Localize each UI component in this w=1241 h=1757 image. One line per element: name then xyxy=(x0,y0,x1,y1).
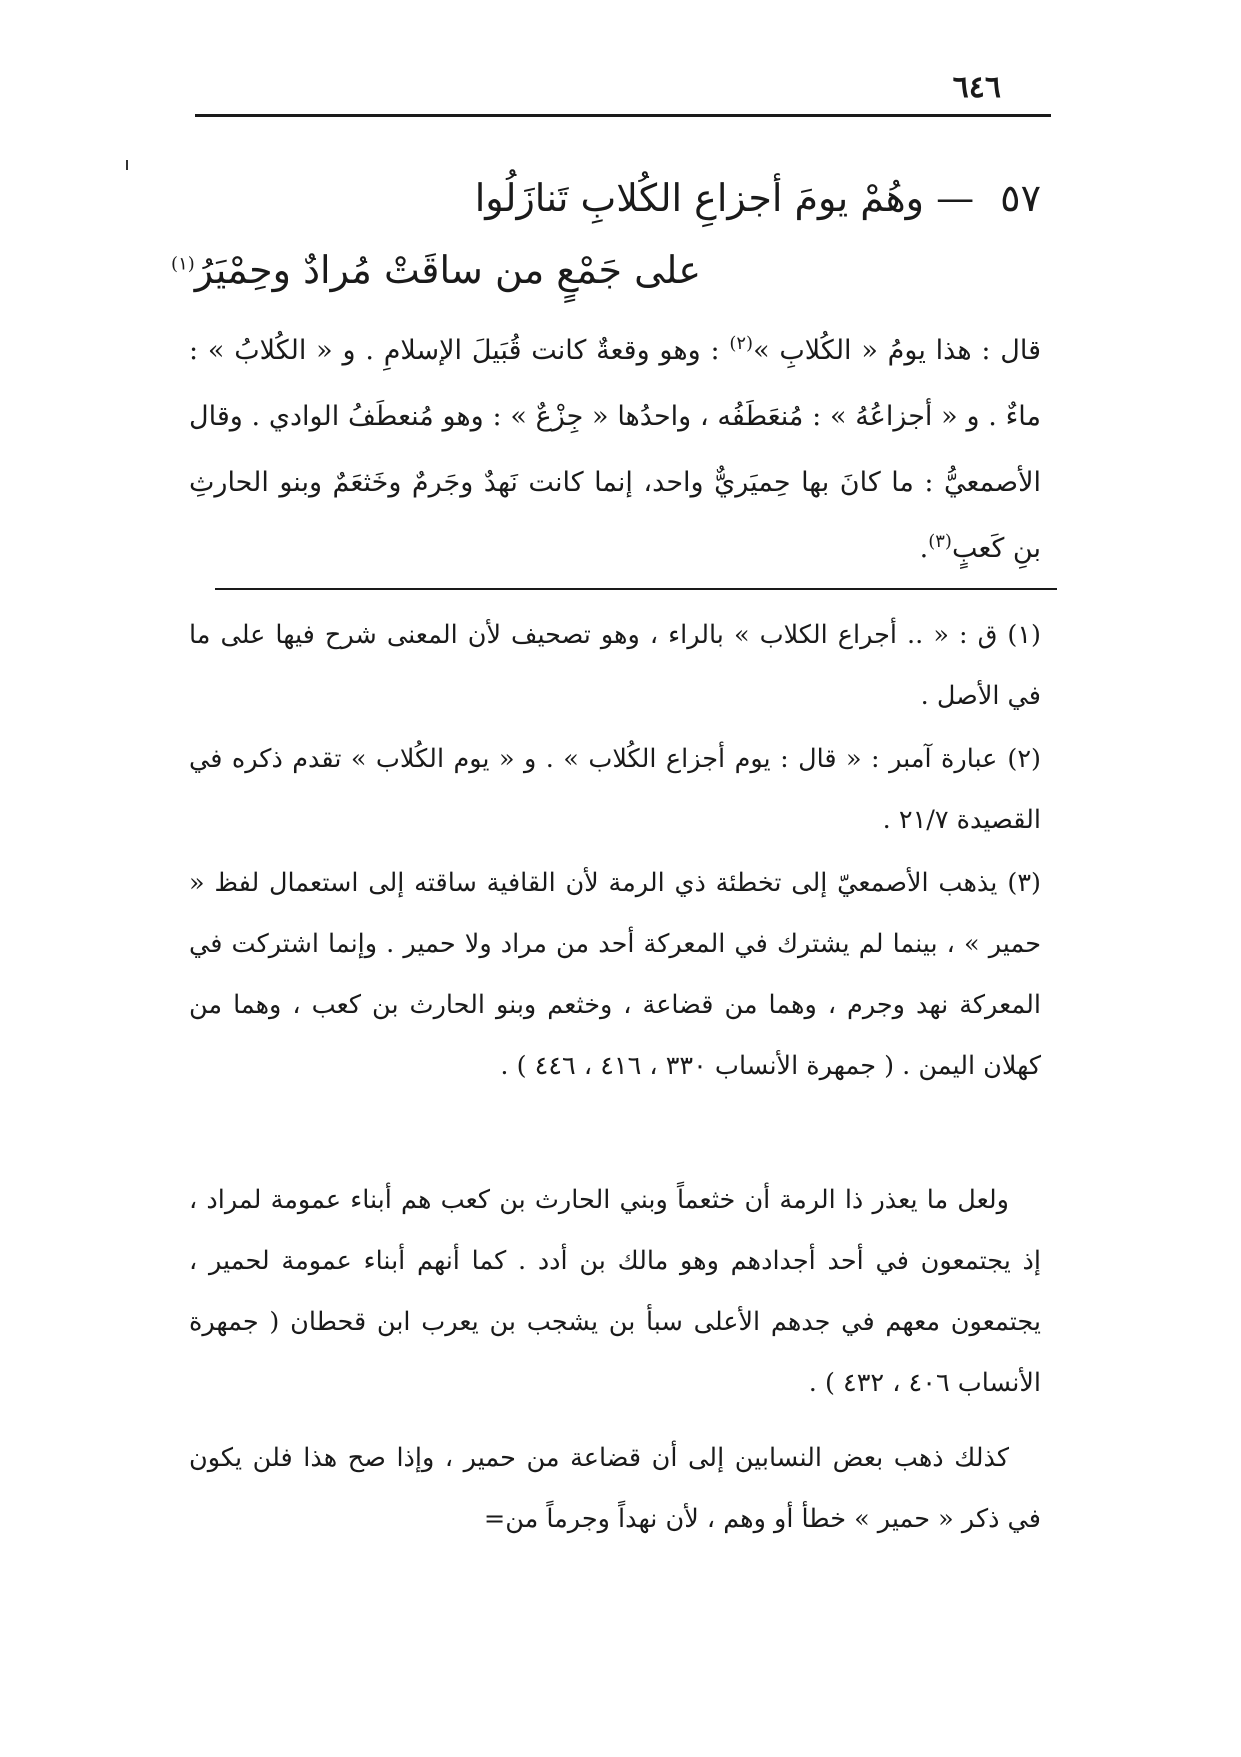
verse-line-2 xyxy=(171,240,701,300)
verse-number: ٥٧ xyxy=(1000,176,1041,220)
commentary-text-3: . xyxy=(919,533,929,564)
footnote-number: (١) xyxy=(1007,620,1041,650)
footnote-ref-1: (١) xyxy=(171,253,195,275)
footnote-text: ق : « .. أجراع الكلاب » بالراء ، وهو تصحيف لأن المعنى شرح فيها على ما في الأصل . xyxy=(189,620,1041,711)
verse-line-1 xyxy=(191,168,1041,228)
footnote-number: (٣) xyxy=(1007,868,1041,898)
commentary-text-1: قال : هذا يومُ « الكُلابِ » xyxy=(753,335,1041,366)
verse-dash: — xyxy=(936,176,975,220)
footnote-3 xyxy=(189,853,1041,1097)
margin-mark xyxy=(126,160,128,170)
editor-notes xyxy=(189,1170,1041,1564)
footnote-ref-2: (٢) xyxy=(729,333,754,354)
header-rule xyxy=(195,114,1051,117)
commentary-paragraph xyxy=(189,318,1041,582)
footnote-separator xyxy=(215,588,1057,590)
verse-hemistich-1: وهُمْ يومَ أجزاعِ الكُلابِ تَنازَلُوا xyxy=(474,176,924,220)
footnote-number: (٢) xyxy=(1007,744,1041,774)
footnote-ref-3: (٣) xyxy=(928,531,952,552)
footnote-text: عبارة آمبر : « قال : يوم أجزاع الكُلاب » . و « يوم الكُلاب » تقدم ذكره في القصيدة ٢١/٧ . xyxy=(189,744,1041,835)
footnote-2 xyxy=(189,729,1041,851)
footnotes xyxy=(189,605,1041,1099)
note-paragraph-1: ولعل ما يعذر ذا الرمة أن خثعماً وبني الحارث بن كعب هم أبناء عمومة لمراد ، إذ يجتمعون في أحد أجدادهم وهو مالك بن أدد . كما أنهم أبناء عمومة لحمير ، يجتمعون معهم في جدهم الأعلى سبأ بن يشجب بن يعرب ابن قحطان ( جمهرة الأنساب ٤٠٦ ، ٤٣٢ ) . xyxy=(189,1185,1041,1398)
footnote-text: يذهب الأصمعيّ إلى تخطئة ذي الرمة لأن القافية ساقته إلى استعمال لفظ « حمير » ، بينما لم يشترك في المعركة أحد من مراد ولا حمير . وإنما اشتركت في المعركة نهد وجرم ، وهما من قضاعة ، وخثعم وبنو الحارث بن كعب ، وهما من كهلان اليمن . ( جمهرة الأنساب ٣٣٠ ، ٤١٦ ، ٤٤٦ ) . xyxy=(189,868,1041,1081)
page-number: ٦٤٦ xyxy=(952,70,1001,105)
verse-hemistich-2: على جَمْعٍ من ساقَتْ مُرادٌ وحِمْيَرُ xyxy=(194,248,701,292)
footnote-1 xyxy=(189,605,1041,727)
commentary-text-2: : وهو وقعةٌ كانت قُبَيلَ الإسلامِ . و « الكُلابُ » : ماءٌ . و « أجزاعُهُ » : مُنعَطَفُه ، واحدُها « جِزْعٌ » : وهو مُنعطَفُ الوادي . وقال الأصمعيُّ : ما كانَ بها حِميَريٌّ واحد، إنما كانت نَهدٌ وجَرمٌ وخَثعَمٌ وبنو الحارثِ بنِ كَعبٍ xyxy=(189,335,1041,564)
note-paragraph-2: كذلك ذهب بعض النسابين إلى أن قضاعة من حمير ، وإذا صح هذا فلن يكون في ذكر « حمير » خطأ أو وهم ، لأن نهداً وجرماً من= xyxy=(189,1443,1041,1534)
